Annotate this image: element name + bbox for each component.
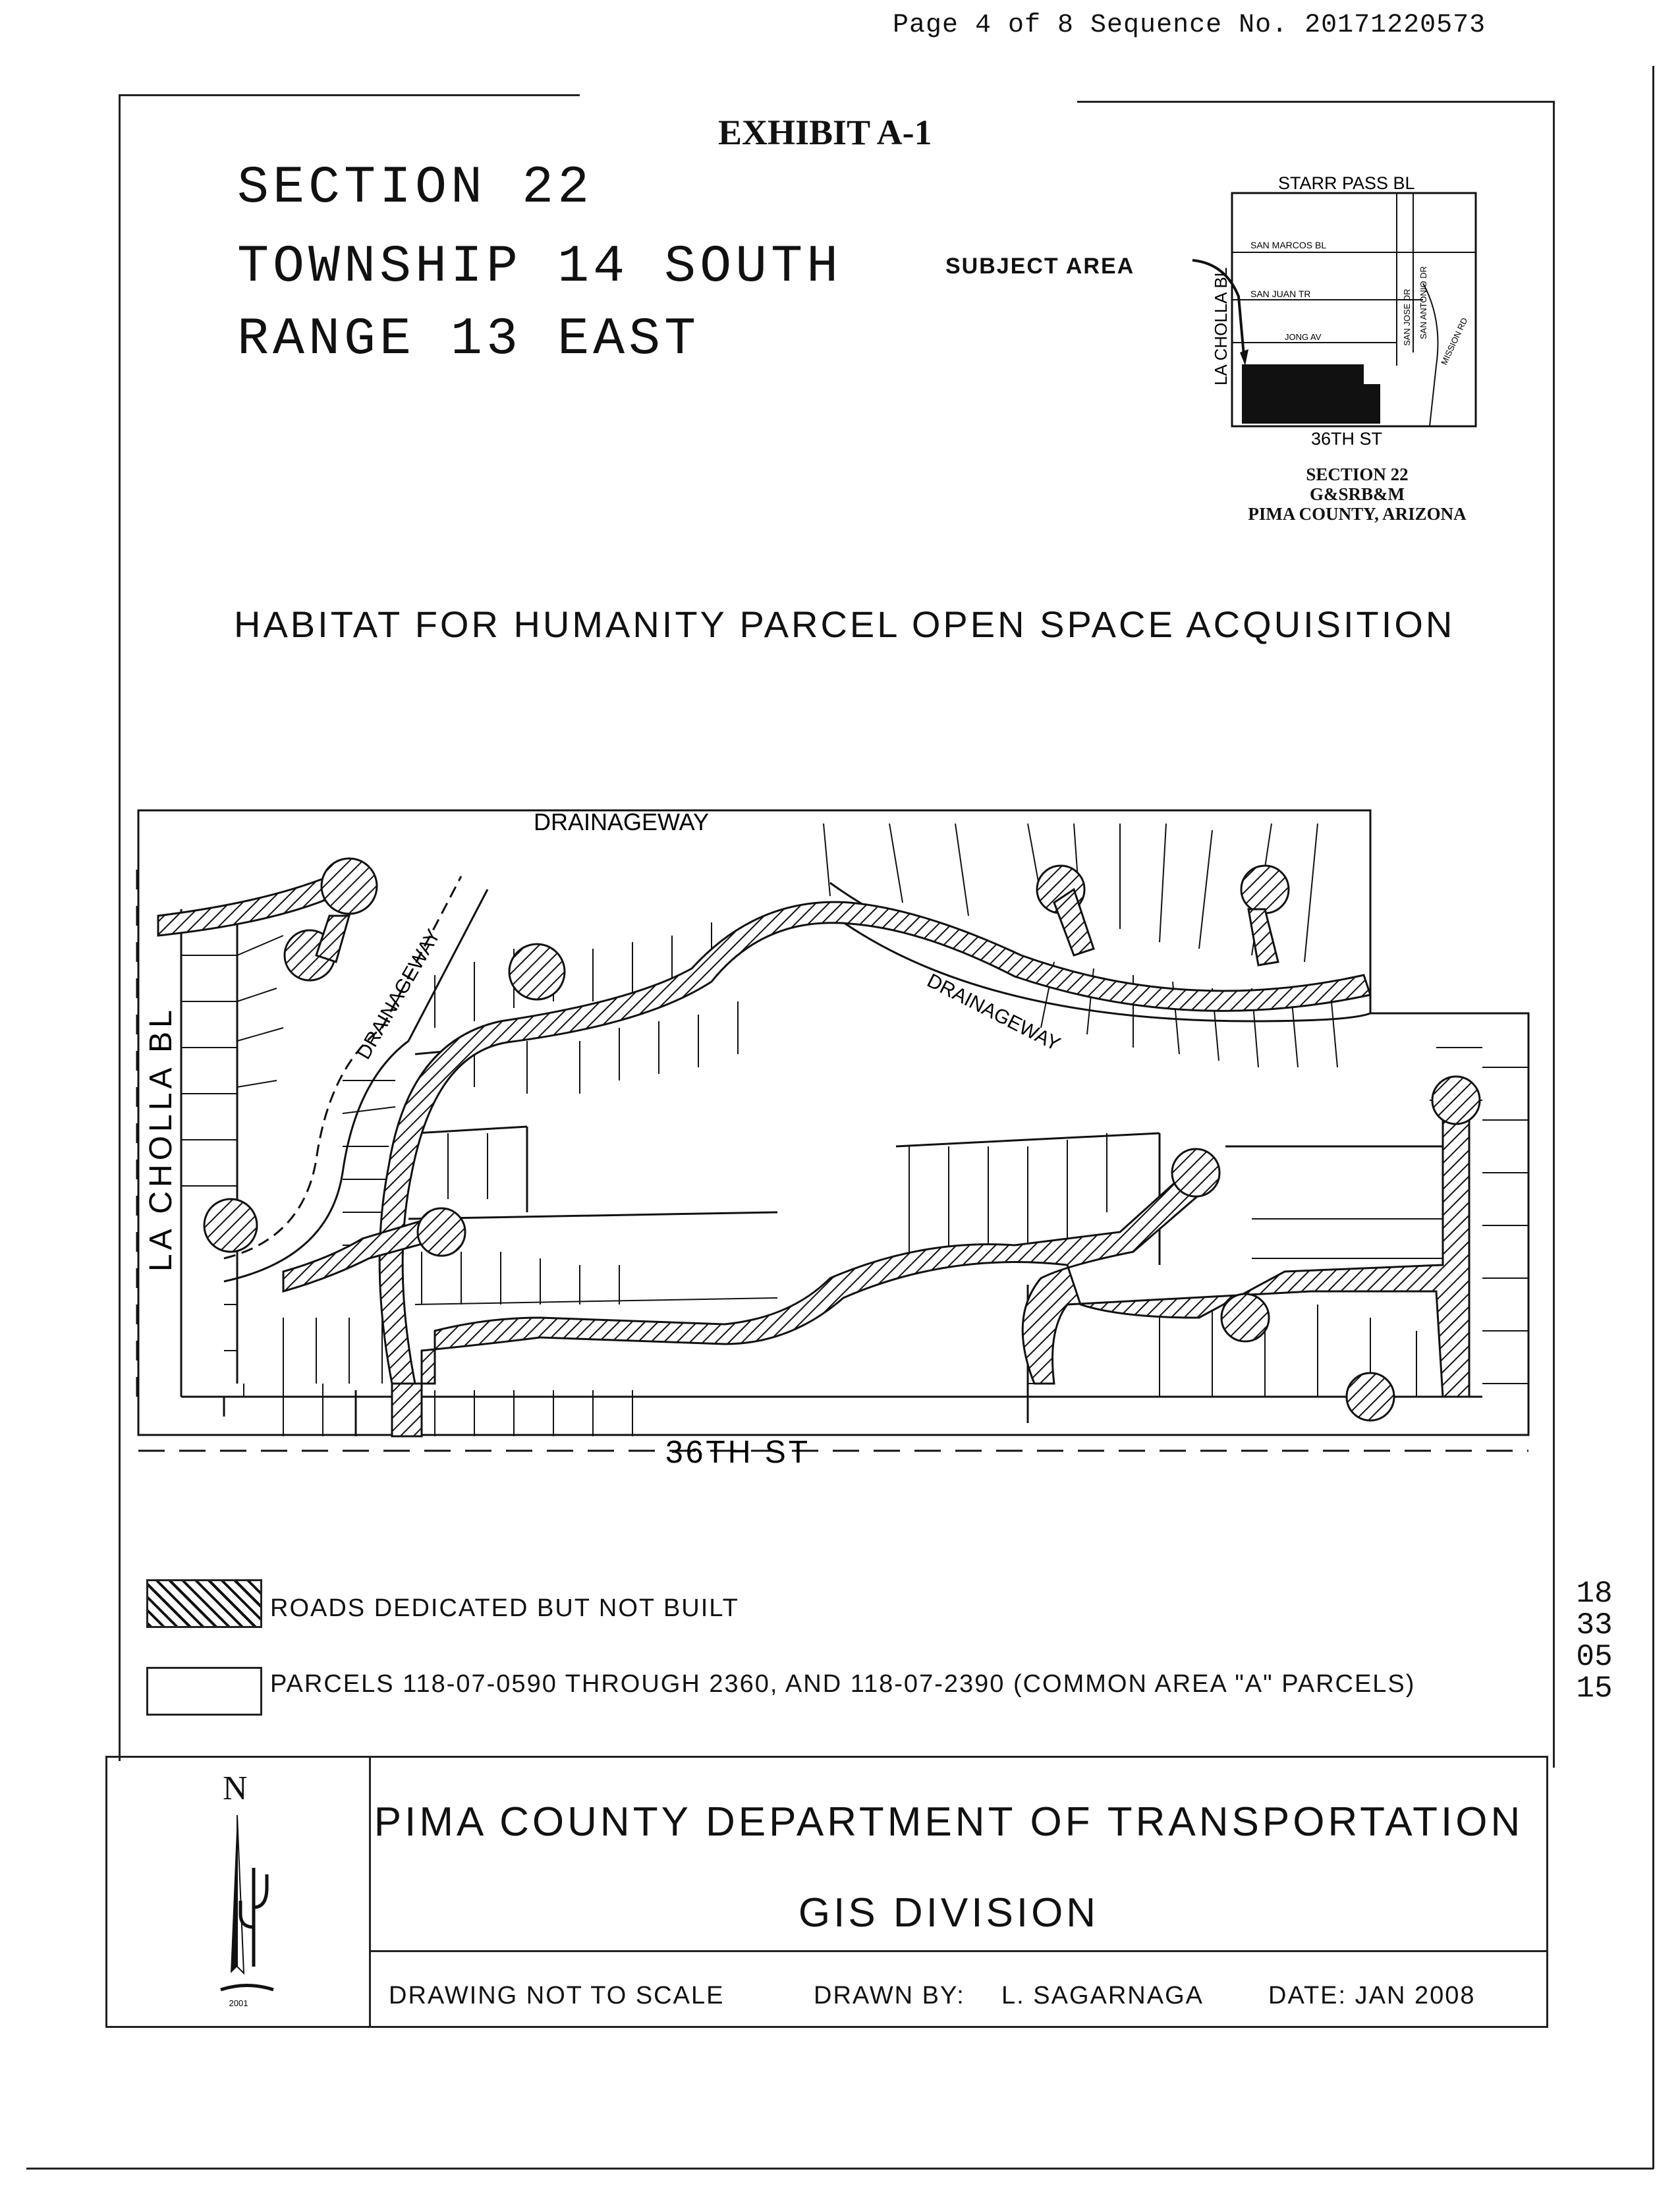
division-name: GIS DIVISION (798, 1890, 1100, 1936)
legend-parcels-swatch (146, 1667, 262, 1716)
vic-street-san-marcos: SAN MARCOS BL (1250, 240, 1327, 250)
frame-left (119, 94, 121, 1761)
drainageway-label-right: DRAINAGEWAY (923, 969, 1064, 1055)
exhibit-title: EXHIBIT A-1 (718, 113, 932, 152)
legend-roads-swatch (146, 1579, 262, 1628)
north-arrow-icon (204, 1809, 290, 2019)
frame-top-right (1077, 101, 1555, 103)
vicinity-caption-meridian: G&SRB&M (1310, 484, 1405, 504)
scale-note: DRAWING NOT TO SCALE (389, 1982, 725, 2009)
section-label: SECTION 22 (237, 158, 594, 218)
titleblock-footer-rule (369, 1950, 1548, 1952)
range-label: RANGE 13 EAST (237, 310, 700, 370)
township-label: TOWNSHIP 14 SOUTH (237, 237, 843, 297)
drawing-date: DATE: JAN 2008 (1268, 1982, 1476, 2009)
frame-right (1553, 101, 1555, 1768)
titleblock-top (105, 1756, 1548, 1758)
page-bottom-rule (26, 2168, 1654, 2170)
drainageway-label-left: DRAINAGEWAY (352, 925, 445, 1063)
vic-street-mission: MISSION RD (1439, 316, 1470, 367)
legend-roads-label: ROADS DEDICATED BUT NOT BUILT (270, 1594, 739, 1622)
vicinity-caption-section: SECTION 22 (1306, 464, 1409, 484)
recording-number: 1833 0515 (1576, 1577, 1613, 1706)
drainageway-label-top: DRAINAGEWAY (534, 808, 710, 835)
site-map (132, 804, 1535, 1470)
titleblock-right (1546, 1756, 1548, 2028)
titleblock-bottom (105, 2026, 1548, 2028)
drawn-by-label: DRAWN BY: (814, 1982, 965, 2009)
north-letter: N (223, 1770, 248, 1807)
vicinity-caption-county: PIMA COUNTY, ARIZONA (1248, 504, 1467, 524)
vicinity-caption (1206, 464, 1509, 524)
legend-parcels-label: PARCELS 118-07-0590 THROUGH 2360, AND 118-07-2390 (COMMON AREA "A" PARCELS) (270, 1670, 1416, 1698)
vic-street-san-juan: SAN JUAN TR (1250, 289, 1311, 299)
vic-street-san-jose: SAN JOSE DR (1402, 289, 1412, 346)
subject-parcel-block (1242, 364, 1380, 424)
vicinity-map (1211, 168, 1502, 449)
36th-street-label: 36TH ST (665, 1435, 811, 1470)
subject-area-label: SUBJECT AREA (945, 254, 1135, 279)
sequence-header: Page 4 of 8 Sequence No. 20171220573 (893, 11, 1486, 40)
vic-street-san-antonio: SAN ANTONIO DR (1418, 266, 1428, 339)
vic-street-la-cholla: LA CHOLLA BL (1211, 267, 1231, 385)
la-cholla-label: LA CHOLLA BL (144, 1006, 179, 1272)
vic-street-36th: 36TH ST (1311, 429, 1383, 449)
page-right-rule (1652, 66, 1654, 2169)
drawn-by-name: L. SAGARNAGA (1001, 1982, 1204, 2009)
frame-top-left (119, 94, 580, 96)
titleblock-left (105, 1756, 107, 2028)
county-logo-text: 2001 (229, 1998, 248, 2008)
vic-street-starr: STARR PASS BL (1278, 173, 1415, 193)
map-title: HABITAT FOR HUMANITY PARCEL OPEN SPACE ACQUISITION (234, 603, 1455, 645)
vic-street-jong: JONG AV (1285, 332, 1322, 342)
department-name: PIMA COUNTY DEPARTMENT OF TRANSPORTATION (374, 1799, 1524, 1845)
